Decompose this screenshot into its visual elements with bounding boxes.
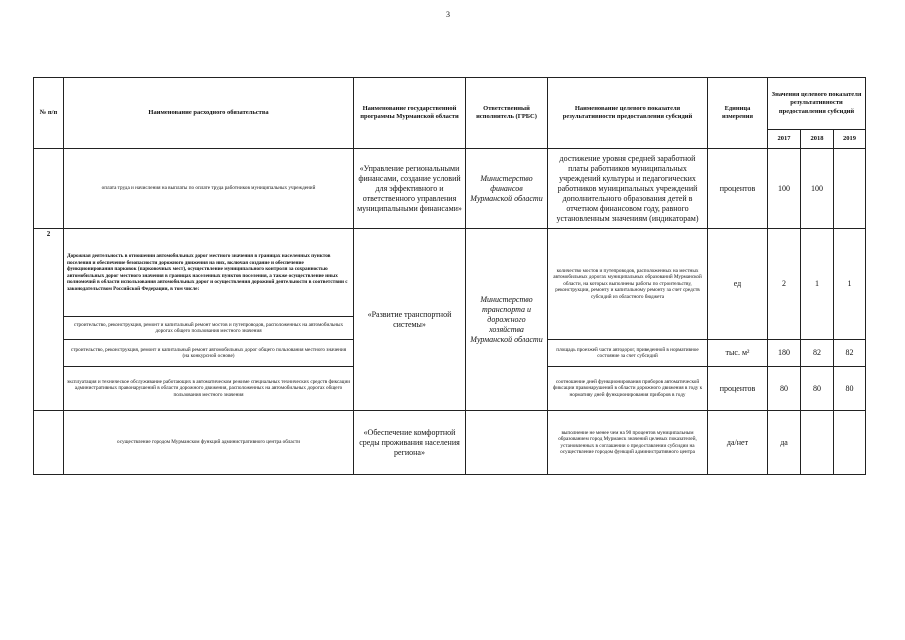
- cell-num: 2: [34, 229, 64, 411]
- cell-obligation: Дорожная деятельность в отношении автомобильных дорог местного значения в границах населенных пунктов поселения и обеспечение безопасности дорожного движения на них, включая создание и обеспечение функционирования парковок (парковочных мест), осуществление муниципального контроля за сохранностью автомобильных дорог местного значения в границах населенных пунктов поселения, а также осуществление иных полномочий в области использования автомобильных дорог и осуществления дорожной деятельности в соответствии с законодательством Российской Федерации, в том числе:: [64, 229, 354, 317]
- cell-unit: да/нет: [708, 411, 768, 475]
- cell-value-2019: 80: [834, 367, 866, 411]
- cell-program: «Обеспечение комфортной среды проживания населения региона»: [354, 411, 466, 475]
- indicators-table: [33, 77, 866, 475]
- cell-indicator: соотношение дней функционирования приборов автоматической фиксации правонарушений в области дорожного движения в году к нормативу дней функционирования приборов в году: [548, 367, 708, 411]
- cell-unit: процентов: [708, 149, 768, 229]
- cell-obligation: оплата труда и начисления на выплаты по оплате труда работников муниципальных учреждений: [64, 149, 354, 229]
- cell-program: «Управление региональными финансами, создание условий для эффективного и ответственного управления муниципальными финансами»: [354, 149, 466, 229]
- cell-value-2018: 80: [801, 367, 834, 411]
- cell-value-2019: [834, 149, 866, 229]
- cell-obligation: эксплуатация и техническое обслуживание работающих в автоматическом режиме специальных технических средств фиксации административных правонарушений в области дорожного движения, расположенных на автомобильных дорогах общего пользования местного значения: [64, 367, 354, 411]
- cell-program: «Развитие транспортной системы»: [354, 229, 466, 411]
- cell-value-2017: да: [768, 411, 801, 475]
- header-program: Наименование государственной программы Мурманской области: [354, 78, 466, 149]
- cell-obligation: строительство, реконструкция, ремонт и капитальный ремонт мостов и путепроводов, расположенных на автомобильных дорогах общего пользования местного значения: [64, 317, 354, 340]
- table-row: [34, 149, 866, 229]
- cell-value-2018: 82: [801, 340, 834, 367]
- cell-num: [34, 149, 64, 229]
- header-unit: Единица измерения: [708, 78, 768, 149]
- cell-obligation: строительство, реконструкция, ремонт и капитальный ремонт автомобильных дорог общего пользования местного значения (на конкурсной основе): [64, 340, 354, 367]
- cell-executor: [466, 411, 548, 475]
- header-executor: Ответственный исполнитель (ГРБС): [466, 78, 548, 149]
- cell-executor: Министерство транспорта и дорожного хозяйства Мурманской области: [466, 229, 548, 411]
- cell-value-2019: [834, 411, 866, 475]
- cell-indicator: количество мостов и путепроводов, расположенных на местных автомобильных дорогах муниципальных образований Мурманской области, на которых выполнены работы по строительству, реконструкции, ремонту и капитальному ремонту за счет средств субсидий из областного бюджета: [548, 229, 708, 340]
- header-num: № п/п: [34, 78, 64, 149]
- cell-indicator: достижение уровня средней заработной платы работников муниципальных учреждений культуры и педагогических работников муниципальных учреждений дополнительного образования детей в отчетном финансовом году, равного установленным значениям (индикаторам): [548, 149, 708, 229]
- header-year-2018: 2018: [801, 130, 834, 149]
- header-values-group: Значения целевого показателя результативности предоставления субсидий: [768, 78, 866, 130]
- page-number: 3: [446, 10, 450, 19]
- cell-unit: процентов: [708, 367, 768, 411]
- cell-obligation: осуществление городом Мурманском функций административного центра области: [64, 411, 354, 475]
- cell-value-2019: 1: [834, 229, 866, 340]
- cell-value-2018: 100: [801, 149, 834, 229]
- cell-value-2019: 82: [834, 340, 866, 367]
- cell-value-2018: 1: [801, 229, 834, 340]
- cell-value-2017: 2: [768, 229, 801, 340]
- cell-unit: ед: [708, 229, 768, 340]
- table-row: [34, 411, 866, 475]
- cell-num: [34, 411, 64, 475]
- cell-unit: тыс. м²: [708, 340, 768, 367]
- cell-value-2017: 100: [768, 149, 801, 229]
- cell-executor: Министерство финансов Мурманской области: [466, 149, 548, 229]
- header-obligation: Наименование расходного обязательства: [64, 78, 354, 149]
- cell-indicator: площадь проезжей части автодорог, приведенной в нормативное состояние за счет субсидий: [548, 340, 708, 367]
- table-row: [34, 229, 866, 317]
- header-year-2017: 2017: [768, 130, 801, 149]
- header-indicator: Наименование целевого показателя результативности предоставления субсидий: [548, 78, 708, 149]
- cell-value-2017: 80: [768, 367, 801, 411]
- header-year-2019: 2019: [834, 130, 866, 149]
- cell-indicator: выполнение не менее чем на 90 процентов муниципальным образованием город Мурманск значений целевых показателей, установленных в соглашении о предоставлении субсидии на осуществление городом функций административного центра: [548, 411, 708, 475]
- cell-value-2018: [801, 411, 834, 475]
- cell-value-2017: 180: [768, 340, 801, 367]
